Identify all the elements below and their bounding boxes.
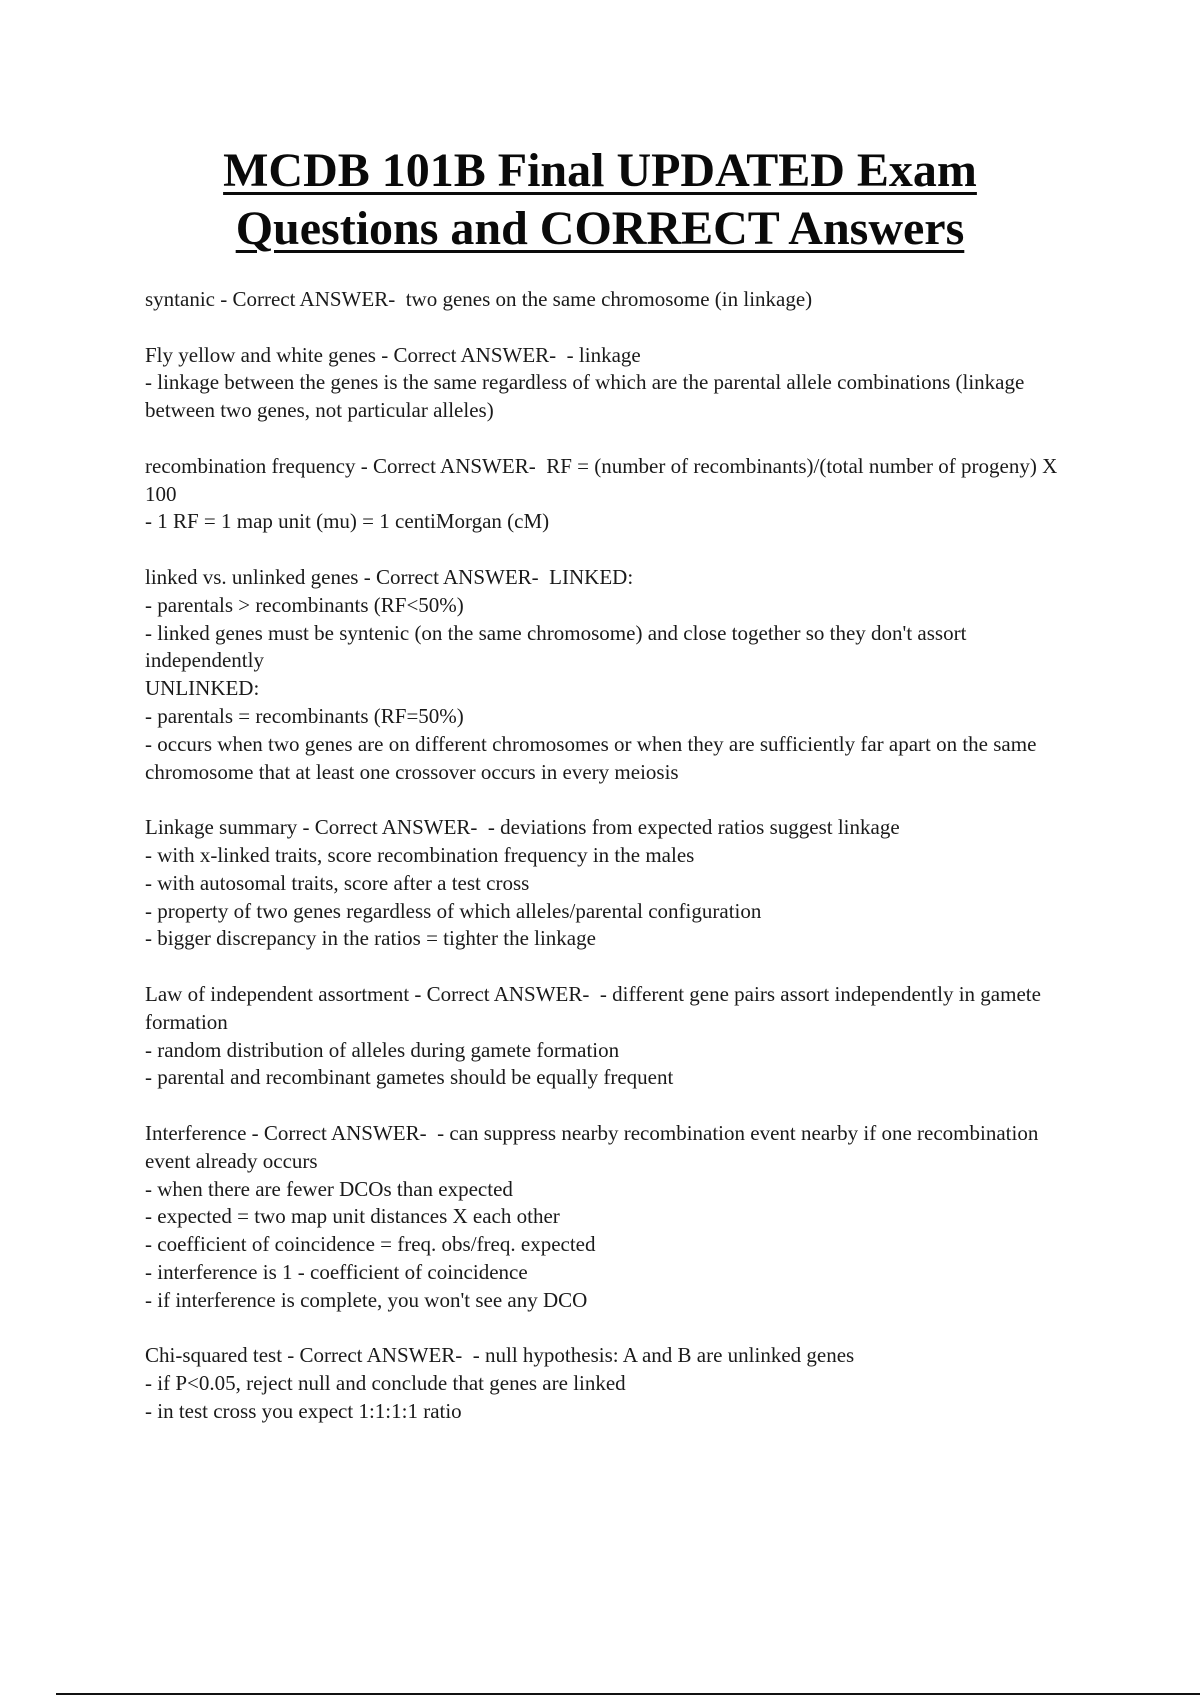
qa-line: - random distribution of alleles during gamete formation <box>145 1037 620 1062</box>
qa-entry <box>145 814 1085 953</box>
qa-line: Fly yellow and white genes - Correct ANSWER- - linkage <box>145 342 641 367</box>
qa-line: - if P<0.05, reject null and conclude that genes are linked <box>145 1371 626 1396</box>
qa-entry <box>145 286 1085 314</box>
qa-line: - linked genes must be syntenic (on the same chromosome) and close together so they don't assort independently <box>145 620 972 673</box>
qa-line: - with x-linked traits, score recombination frequency in the males <box>145 842 695 867</box>
qa-line: Interference - Correct ANSWER- - can suppress nearby recombination event nearby if one recombination event already occurs <box>145 1120 1044 1173</box>
qa-line: - with autosomal traits, score after a test cross <box>145 870 530 895</box>
qa-entry <box>145 1342 1085 1425</box>
footer-divider <box>56 1693 1200 1695</box>
qa-entry <box>145 564 1085 786</box>
qa-list <box>145 286 1085 1453</box>
qa-line: - linkage between the genes is the same regardless of which are the parental allele combinations (linkage between two genes, not particular alleles) <box>145 370 1030 423</box>
qa-line: recombination frequency - Correct ANSWER- RF = (number of recombinants)/(total number of progeny) X 100 <box>145 453 1063 506</box>
qa-line: - coefficient of coincidence = freq. obs/freq. expected <box>145 1232 596 1257</box>
qa-line: syntanic - Correct ANSWER- two genes on the same chromosome (in linkage) <box>145 287 813 311</box>
qa-line: UNLINKED: <box>145 676 260 701</box>
qa-line: - in test cross you expect 1:1:1:1 ratio <box>145 1398 462 1423</box>
document-title <box>0 142 1200 258</box>
qa-line: - property of two genes regardless of which alleles/parental configuration <box>145 898 762 923</box>
qa-line: linked vs. unlinked genes - Correct ANSWER- LINKED: <box>145 564 634 589</box>
qa-entry <box>145 342 1085 425</box>
qa-entry <box>145 981 1085 1092</box>
qa-line: - 1 RF = 1 map unit (mu) = 1 centiMorgan (cM) <box>145 509 550 534</box>
qa-line: - parental and recombinant gametes should be equally frequent <box>145 1065 674 1090</box>
qa-line: Law of independent assortment - Correct ANSWER- - different gene pairs assort independently in gamete formation <box>145 981 1047 1034</box>
qa-line: - when there are fewer DCOs than expected <box>145 1176 513 1201</box>
qa-line: - parentals = recombinants (RF=50%) <box>145 703 464 728</box>
title-line: Questions and CORRECT Answers <box>235 202 965 255</box>
qa-line: - parentals > recombinants (RF<50%) <box>145 592 464 617</box>
qa-entry <box>145 453 1085 536</box>
qa-entry <box>145 1120 1085 1315</box>
qa-line: Chi-squared test - Correct ANSWER- - null hypothesis: A and B are unlinked genes <box>145 1343 855 1368</box>
title-line: MCDB 101B Final UPDATED Exam <box>223 144 977 197</box>
qa-line: - expected = two map unit distances X each other <box>145 1204 560 1229</box>
qa-line: Linkage summary - Correct ANSWER- - deviations from expected ratios suggest linkage <box>145 815 900 840</box>
qa-line: - interference is 1 - coefficient of coincidence <box>145 1259 528 1284</box>
qa-line: - if interference is complete, you won't see any DCO <box>145 1287 588 1312</box>
qa-line: - occurs when two genes are on different chromosomes or when they are sufficiently far apart on the same chromosome that at least one crossover occurs in every meiosis <box>145 731 1042 784</box>
qa-line: - bigger discrepancy in the ratios = tighter the linkage <box>145 926 596 951</box>
